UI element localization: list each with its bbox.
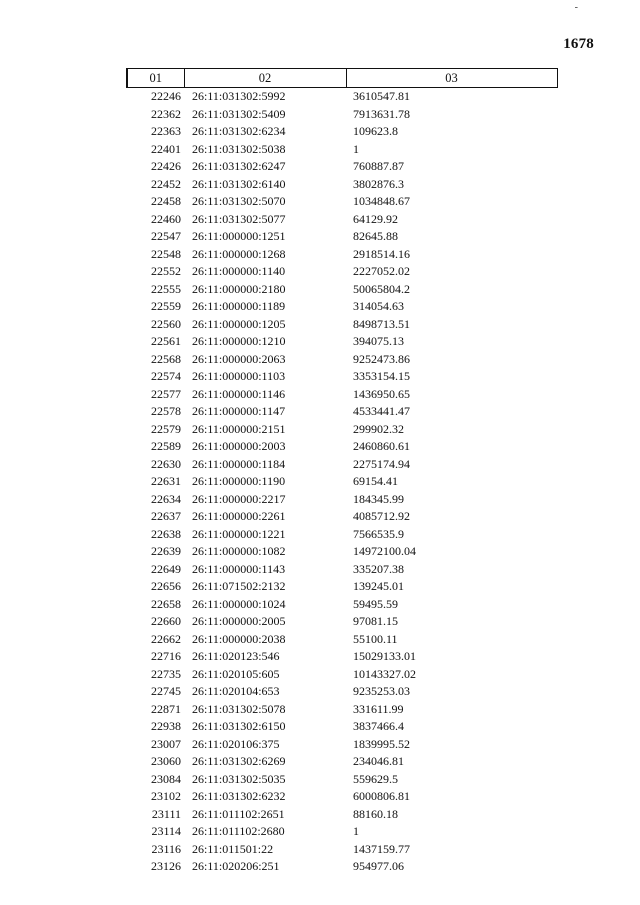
cell-cadastral-number: 26:11:031302:5409 — [192, 106, 286, 121]
table-row — [127, 508, 557, 526]
cell-cadastral-number: 26:11:000000:2038 — [192, 631, 286, 646]
cell-cadastral-number: 26:11:011501:22 — [192, 841, 274, 856]
cell-id: 23007 — [151, 736, 181, 751]
cell-value: 14972100.04 — [353, 544, 416, 558]
column-header-02: 02 — [184, 69, 346, 88]
data-table — [126, 68, 558, 876]
cell-id: 22656 — [151, 579, 181, 593]
cell-id: 22547 — [151, 229, 181, 243]
cell-id: 22362 — [151, 106, 181, 121]
table-row — [127, 106, 557, 124]
table-row — [127, 491, 557, 509]
table-row — [127, 298, 557, 316]
cell-cadastral-number: 26:11:000000:1140 — [192, 264, 286, 278]
cell-cadastral-number: 26:11:020105:605 — [192, 666, 280, 681]
cell-value: 4085712.92 — [353, 509, 410, 523]
cell-value: 7566535.9 — [353, 526, 404, 541]
cell-id: 22649 — [151, 561, 181, 576]
table-row — [127, 526, 557, 544]
table-row — [127, 88, 557, 106]
cell-value: 59495.59 — [353, 596, 398, 611]
cell-value: 954977.06 — [353, 859, 404, 873]
table-row — [127, 683, 557, 701]
cell-id: 22716 — [151, 649, 181, 663]
cell-cadastral-number: 26:11:000000:1268 — [192, 246, 286, 261]
cell-value: 2460860.61 — [353, 439, 410, 453]
cell-id: 22579 — [151, 421, 181, 436]
table-row — [127, 211, 557, 229]
table-row — [127, 281, 557, 299]
cell-cadastral-number: 26:11:000000:1205 — [192, 316, 286, 331]
cell-value: 8498713.51 — [353, 316, 410, 331]
cell-id: 22460 — [151, 211, 181, 226]
cell-value: 3610547.81 — [353, 89, 410, 103]
cell-value: 6000806.81 — [353, 789, 410, 803]
cell-id: 22568 — [151, 351, 181, 366]
cell-value: 314054.63 — [353, 299, 404, 313]
table-row — [127, 123, 557, 141]
table-row — [127, 421, 557, 439]
cell-cadastral-number: 26:11:000000:2261 — [192, 509, 286, 523]
cell-value: 1436950.65 — [353, 386, 410, 401]
cell-id: 22639 — [151, 544, 181, 558]
cell-cadastral-number: 26:11:031302:5038 — [192, 141, 286, 156]
cell-value: 1437159.77 — [353, 841, 410, 856]
table-row — [127, 631, 557, 649]
table-row — [127, 823, 557, 841]
cell-id: 23114 — [151, 824, 181, 838]
table-row — [127, 438, 557, 456]
cell-id: 22363 — [151, 124, 181, 138]
cell-value: 184345.99 — [353, 491, 404, 506]
cell-value: 88160.18 — [353, 806, 398, 821]
table-row — [127, 753, 557, 771]
cell-id: 22458 — [151, 194, 181, 208]
cell-id: 22561 — [151, 334, 181, 348]
corner-mark: - — [574, 2, 578, 13]
cell-cadastral-number: 26:11:031302:5992 — [192, 89, 286, 103]
cell-cadastral-number: 26:11:000000:1210 — [192, 334, 286, 348]
cell-value: 82645.88 — [353, 229, 398, 243]
cell-value: 234046.81 — [353, 754, 404, 768]
page-number: 1678 — [563, 36, 594, 52]
cell-value: 69154.41 — [353, 474, 398, 488]
cell-cadastral-number: 26:11:031302:6150 — [192, 719, 286, 733]
table-row — [127, 228, 557, 246]
cell-cadastral-number: 26:11:031302:6269 — [192, 754, 286, 768]
table-body — [127, 88, 557, 876]
table-row — [127, 666, 557, 684]
cell-value: 7913631.78 — [353, 106, 410, 121]
cell-value: 2227052.02 — [353, 264, 410, 278]
table-row — [127, 333, 557, 351]
cell-cadastral-number: 26:11:000000:1221 — [192, 526, 286, 541]
table-row — [127, 771, 557, 789]
cell-value: 4533441.47 — [353, 404, 410, 418]
cell-cadastral-number: 26:11:031302:6232 — [192, 789, 286, 803]
cell-id: 22630 — [151, 456, 181, 471]
table-row — [127, 648, 557, 666]
cell-cadastral-number: 26:11:000000:1184 — [192, 456, 286, 471]
cell-id: 22660 — [151, 614, 181, 628]
cell-id: 22559 — [151, 299, 181, 313]
cell-cadastral-number: 26:11:000000:1103 — [192, 369, 286, 383]
cell-value: 1 — [353, 141, 359, 156]
cell-cadastral-number: 26:11:031302:5070 — [192, 194, 286, 208]
table-row — [127, 736, 557, 754]
cell-cadastral-number: 26:11:000000:2003 — [192, 439, 286, 453]
cell-id: 23126 — [151, 859, 181, 873]
cell-value: 2275174.94 — [353, 456, 410, 471]
table-row — [127, 403, 557, 421]
table-row — [127, 561, 557, 579]
table-row — [127, 456, 557, 474]
cell-cadastral-number: 26:11:000000:1082 — [192, 544, 286, 558]
cell-cadastral-number: 26:11:000000:1190 — [192, 474, 286, 488]
cell-id: 22552 — [151, 264, 181, 278]
cell-cadastral-number: 26:11:000000:1024 — [192, 596, 286, 611]
cell-value: 2918514.16 — [353, 246, 410, 261]
cell-value: 15029133.01 — [353, 649, 416, 663]
table-row — [127, 351, 557, 369]
cell-id: 23111 — [151, 806, 181, 821]
table-row — [127, 473, 557, 491]
cell-id: 22631 — [151, 474, 181, 488]
cell-value: 559629.5 — [353, 771, 398, 786]
table-row — [127, 701, 557, 719]
cell-id: 22658 — [151, 596, 181, 611]
cell-id: 22578 — [151, 404, 181, 418]
table-row — [127, 176, 557, 194]
cell-cadastral-number: 26:11:031302:6234 — [192, 124, 286, 138]
table-row — [127, 718, 557, 736]
cell-id: 22577 — [151, 386, 181, 401]
cell-id: 22574 — [151, 369, 181, 383]
table-row — [127, 141, 557, 159]
table-row — [127, 193, 557, 211]
cell-id: 23116 — [151, 841, 181, 856]
cell-value: 1839995.52 — [353, 736, 410, 751]
cell-id: 23102 — [151, 789, 181, 803]
table-row — [127, 543, 557, 561]
cell-cadastral-number: 26:11:020123:546 — [192, 649, 280, 663]
table-row — [127, 596, 557, 614]
cell-cadastral-number: 26:11:031302:5078 — [192, 701, 286, 716]
cell-id: 22426 — [151, 159, 181, 173]
cell-cadastral-number: 26:11:000000:2005 — [192, 614, 286, 628]
cell-id: 22452 — [151, 176, 181, 191]
cell-value: 97081.15 — [353, 614, 398, 628]
cell-value: 64129.92 — [353, 211, 398, 226]
cell-cadastral-number: 26:11:000000:1143 — [192, 561, 286, 576]
cell-id: 22745 — [151, 684, 181, 698]
cell-value: 331611.99 — [353, 701, 404, 716]
cell-cadastral-number: 26:11:011102:2680 — [192, 824, 285, 838]
cell-value: 9252473.86 — [353, 351, 410, 366]
table-row — [127, 613, 557, 631]
table-row — [127, 788, 557, 806]
column-header-01: 01 — [127, 69, 184, 88]
cell-cadastral-number: 26:11:011102:2651 — [192, 806, 285, 821]
cell-cadastral-number: 26:11:020206:251 — [192, 859, 280, 873]
cell-value: 9235253.03 — [353, 684, 410, 698]
cell-value: 299902.32 — [353, 421, 404, 436]
cell-id: 22638 — [151, 526, 181, 541]
cell-value: 10143327.02 — [353, 666, 416, 681]
cell-cadastral-number: 26:11:071502:2132 — [192, 579, 286, 593]
cell-cadastral-number: 26:11:000000:2151 — [192, 421, 286, 436]
cell-value: 55100.11 — [353, 631, 398, 646]
table-row — [127, 806, 557, 824]
cell-cadastral-number: 26:11:000000:2217 — [192, 491, 286, 506]
cell-id: 22662 — [151, 631, 181, 646]
cell-value: 1034848.67 — [353, 194, 410, 208]
cell-id: 22637 — [151, 509, 181, 523]
cell-cadastral-number: 26:11:000000:1251 — [192, 229, 286, 243]
cell-value: 109623.8 — [353, 124, 398, 138]
cell-value: 3353154.15 — [353, 369, 410, 383]
cell-id: 23084 — [151, 771, 181, 786]
cell-id: 22589 — [151, 439, 181, 453]
table-row — [127, 578, 557, 596]
cell-value: 50065804.2 — [353, 281, 410, 296]
cell-cadastral-number: 26:11:000000:1146 — [192, 386, 286, 401]
cell-value: 335207.38 — [353, 561, 404, 576]
cell-value: 760887.87 — [353, 159, 404, 173]
cell-cadastral-number: 26:11:000000:2063 — [192, 351, 286, 366]
cell-id: 22634 — [151, 491, 181, 506]
cell-id: 22548 — [151, 246, 181, 261]
cell-cadastral-number: 26:11:020104:653 — [192, 684, 280, 698]
table-row — [127, 158, 557, 176]
table-row — [127, 246, 557, 264]
cell-value: 139245.01 — [353, 579, 404, 593]
cell-id: 22560 — [151, 316, 181, 331]
table-header-row — [127, 69, 557, 88]
cell-cadastral-number: 26:11:000000:2180 — [192, 281, 286, 296]
table-row — [127, 263, 557, 281]
cell-cadastral-number: 26:11:020106:375 — [192, 736, 280, 751]
cell-id: 22401 — [151, 141, 181, 156]
table-row — [127, 368, 557, 386]
cell-id: 22246 — [151, 89, 181, 103]
cell-cadastral-number: 26:11:031302:5035 — [192, 771, 286, 786]
cell-cadastral-number: 26:11:031302:6140 — [192, 176, 286, 191]
table-row — [127, 386, 557, 404]
cell-id: 23060 — [151, 754, 181, 768]
column-header-03: 03 — [346, 69, 557, 88]
cell-cadastral-number: 26:11:000000:1147 — [192, 404, 286, 418]
cell-value: 3802876.3 — [353, 176, 404, 191]
table-row — [127, 841, 557, 859]
table-row — [127, 858, 557, 876]
cell-id: 22555 — [151, 281, 181, 296]
cell-id: 22871 — [151, 701, 181, 716]
cell-value: 1 — [353, 824, 359, 838]
cell-id: 22735 — [151, 666, 181, 681]
cell-cadastral-number: 26:11:000000:1189 — [192, 299, 286, 313]
table-row — [127, 316, 557, 334]
cell-cadastral-number: 26:11:031302:6247 — [192, 159, 286, 173]
cell-value: 3837466.4 — [353, 719, 404, 733]
cell-id: 22938 — [151, 719, 181, 733]
cell-value: 394075.13 — [353, 334, 404, 348]
cell-cadastral-number: 26:11:031302:5077 — [192, 211, 286, 226]
